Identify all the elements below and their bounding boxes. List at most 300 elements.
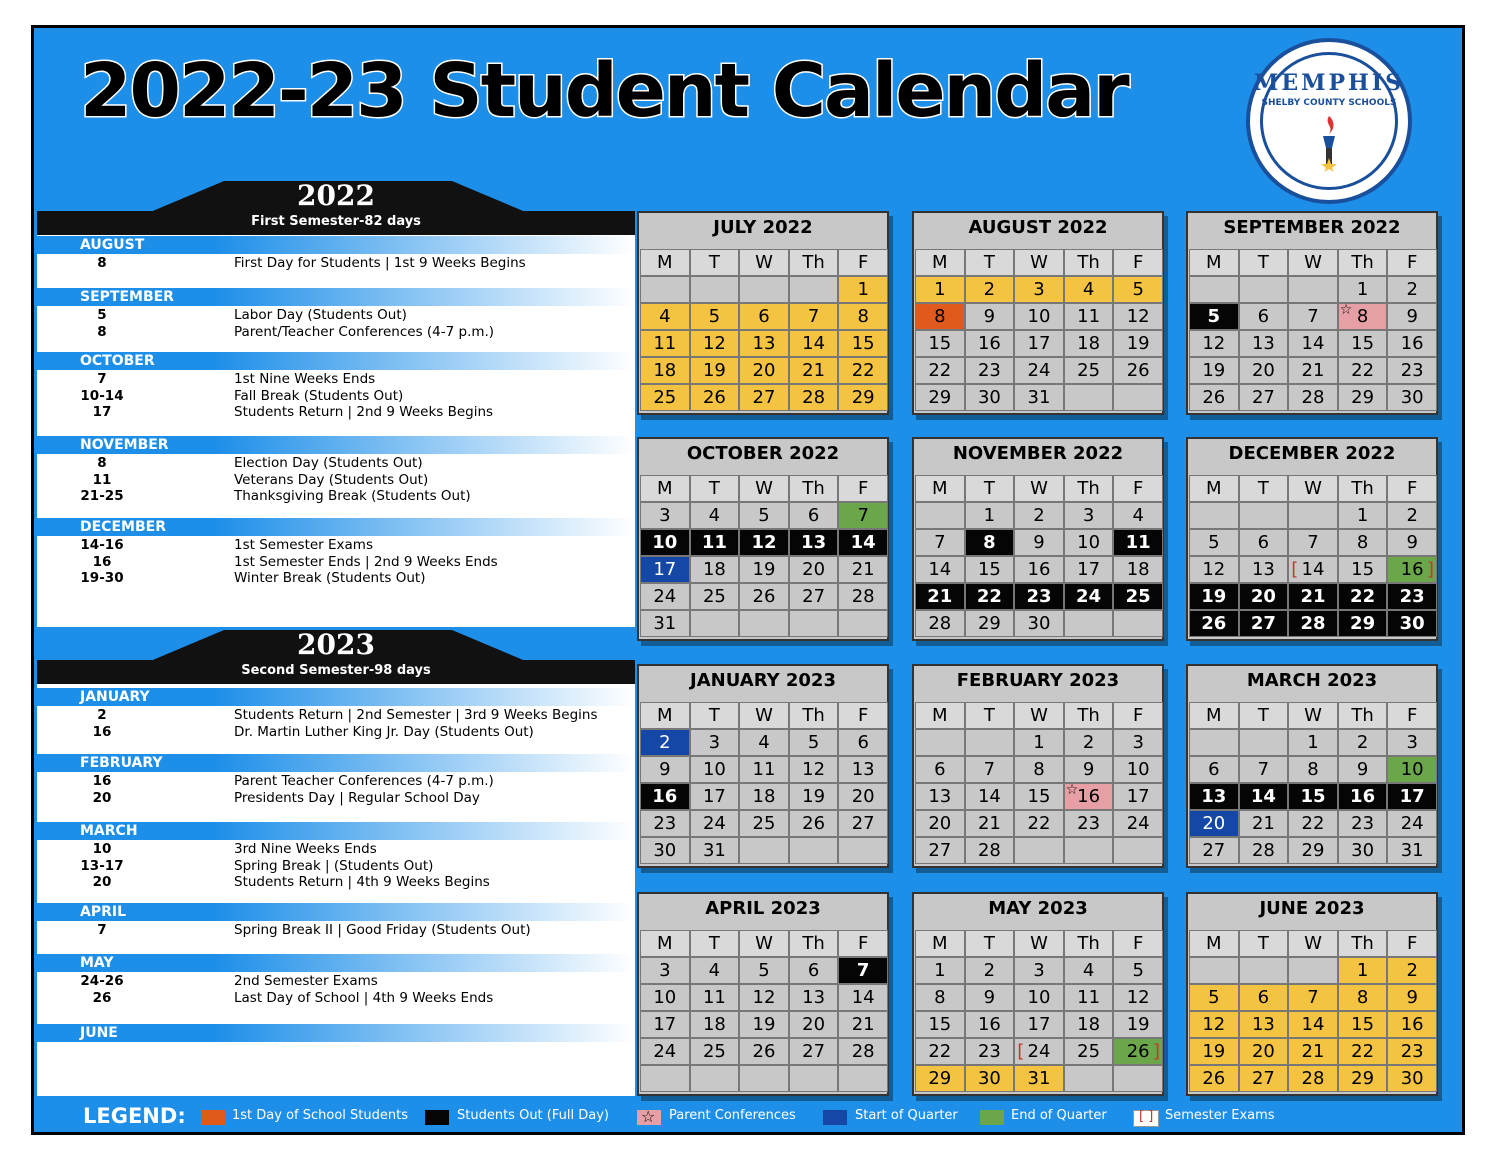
calendar-day: 10: [1064, 529, 1114, 556]
weekday-header: T: [690, 475, 740, 502]
month-heading: [37, 1024, 635, 1042]
calendar-day: 30: [965, 384, 1015, 411]
calendar-day: 14: [1288, 330, 1338, 357]
calendar-empty-day: [915, 729, 965, 756]
calendar-day: 3: [640, 957, 690, 984]
weekday-header: M: [915, 702, 965, 729]
calendar-day: 29: [1288, 837, 1338, 864]
weekday-header: M: [1189, 702, 1239, 729]
calendar-day: 13: [915, 783, 965, 810]
event-date: 11: [92, 471, 112, 488]
calendar-day: 23: [1064, 810, 1114, 837]
weekday-header: M: [1189, 930, 1239, 957]
weekday-header: T: [690, 930, 740, 957]
weekday-header: F: [838, 249, 888, 276]
calendar-day: 26: [739, 583, 789, 610]
calendar-day: 8: [1014, 756, 1064, 783]
calendar-empty-day: [690, 276, 740, 303]
calendar-day: 8: [1338, 984, 1388, 1011]
calendar-week: [640, 810, 888, 837]
month-heading-label: MAY: [80, 955, 114, 971]
calendar-day: 9: [640, 756, 690, 783]
calendar-day: 21: [1288, 583, 1338, 610]
calendar-day: 29: [915, 1065, 965, 1092]
calendar-day: 17: [1387, 783, 1437, 810]
calendar-day: 2: [640, 729, 690, 756]
calendar-day: 10: [640, 984, 690, 1011]
calendar-empty-day: [1064, 384, 1114, 411]
calendar-empty-day: [1064, 837, 1114, 864]
calendar-day: 21: [915, 583, 965, 610]
calendar-day: 24: [640, 583, 690, 610]
calendar-week: [915, 583, 1163, 610]
weekday-header: Th: [789, 475, 839, 502]
event-date: 20: [92, 874, 112, 890]
calendar-day: 28: [965, 837, 1015, 864]
page-title: 2022-23 Student Calendar: [80, 48, 1128, 134]
weekday-header-row: [915, 249, 1163, 276]
calendar-week: [915, 276, 1163, 303]
calendar-week: [1189, 502, 1437, 529]
calendar-day: 11: [1064, 984, 1114, 1011]
month-calendar: [912, 664, 1164, 868]
calendar-empty-day: [739, 610, 789, 637]
calendar-day: 4: [640, 303, 690, 330]
calendar-day: 31: [1014, 1065, 1064, 1092]
month-heading-label: JANUARY: [80, 689, 150, 705]
calendar-week: [1189, 810, 1437, 837]
calendar-day: 29: [915, 384, 965, 411]
calendar-day: 18: [739, 783, 789, 810]
calendar-day: 22: [1014, 810, 1064, 837]
calendar-week: [640, 837, 888, 864]
calendar-day: 16: [1387, 330, 1437, 357]
calendar-day: 9: [1387, 303, 1437, 330]
calendar-day: 13: [789, 984, 839, 1011]
calendar-day: 2: [965, 957, 1015, 984]
calendar-day: 12: [1113, 984, 1163, 1011]
weekday-header: F: [1113, 702, 1163, 729]
calendar-empty-day: [1189, 502, 1239, 529]
calendar-empty-day: [1113, 384, 1163, 411]
calendar-day: 15: [965, 556, 1015, 583]
calendar-week: [1189, 1065, 1437, 1092]
calendar-week: [640, 756, 888, 783]
calendar-week: [640, 1038, 888, 1065]
calendar-day: 30: [1387, 1065, 1437, 1092]
calendar-empty-day: [838, 837, 888, 864]
calendar-day: 20: [838, 783, 888, 810]
calendar-day: 18: [690, 1011, 740, 1038]
calendar-day: 17: [1014, 330, 1064, 357]
weekday-header: W: [1288, 475, 1338, 502]
calendar-grid: [640, 930, 888, 1092]
weekday-header: Th: [789, 249, 839, 276]
calendar-day: 13: [1239, 1011, 1289, 1038]
calendar-day: 5: [1189, 529, 1239, 556]
calendar-day: 15: [838, 330, 888, 357]
calendar-week: [640, 783, 888, 810]
event-text: Last Day of School | 4th 9 Weeks Ends: [234, 989, 494, 1006]
event-text: First Day for Students | 1st 9 Weeks Begins: [234, 255, 526, 271]
calendar-day: 28: [1288, 384, 1338, 411]
calendar-day: 25: [739, 810, 789, 837]
calendar-day: 12: [789, 756, 839, 783]
calendar-week: [1189, 583, 1437, 610]
calendar-week: [915, 556, 1163, 583]
weekday-header: Th: [1064, 930, 1114, 957]
weekday-header: W: [1288, 702, 1338, 729]
calendar-day: 23: [1014, 583, 1064, 610]
calendar-day: 19: [1113, 330, 1163, 357]
calendar-day: 10: [1113, 756, 1163, 783]
calendar-day: 8: [1338, 529, 1388, 556]
calendar-day: 21: [1288, 1038, 1338, 1065]
calendar-week: [640, 357, 888, 384]
calendar-day: 21: [838, 1011, 888, 1038]
month-calendar-title: JULY 2022: [713, 217, 813, 238]
calendar-day: 5: [1113, 276, 1163, 303]
weekday-header: Th: [1338, 702, 1388, 729]
calendar-day: 31: [1387, 837, 1437, 864]
calendar-day: 14: [838, 529, 888, 556]
calendar-day: 11: [690, 529, 740, 556]
calendar-week: [1189, 957, 1437, 984]
month-calendar: [637, 664, 889, 868]
calendar-empty-day: [1189, 729, 1239, 756]
calendar-day: 22: [838, 357, 888, 384]
month-calendar: [912, 437, 1164, 641]
calendar-day: 19: [1113, 1011, 1163, 1038]
weekday-header: W: [1014, 930, 1064, 957]
calendar-day: 29: [838, 384, 888, 411]
month-heading-label: NOVEMBER: [80, 437, 169, 453]
calendar-week: [1189, 303, 1437, 330]
month-calendar: [637, 211, 889, 415]
event-text: Labor Day (Students Out): [234, 307, 407, 323]
bracket-icon: [ ]: [1139, 1109, 1154, 1124]
month-calendar: [637, 892, 889, 1096]
weekday-header: M: [915, 475, 965, 502]
semester-year: 2023: [297, 628, 375, 661]
calendar-empty-day: [1113, 610, 1163, 637]
weekday-header: F: [1387, 249, 1437, 276]
calendar-day: 13: [838, 756, 888, 783]
calendar-empty-day: [739, 276, 789, 303]
month-calendar-title: JUNE 2023: [1259, 898, 1365, 919]
calendar-day: 4: [690, 502, 740, 529]
calendar-grid: [640, 702, 888, 864]
event-text: Parent Teacher Conferences (4-7 p.m.): [234, 773, 494, 789]
legend-label-parent-conferences: Parent Conferences: [669, 1108, 796, 1123]
calendar-day: 1: [915, 276, 965, 303]
calendar-grid: [640, 475, 888, 637]
calendar-day: 31: [690, 837, 740, 864]
calendar-day: 15: [1338, 556, 1388, 583]
calendar-day: 29: [965, 610, 1015, 637]
event-date: 16: [92, 723, 112, 740]
calendar-empty-day: [690, 610, 740, 637]
event-text: 1st Semester Exams: [234, 537, 373, 553]
semester-year: 2022: [297, 179, 375, 212]
calendar-day: 27: [1189, 837, 1239, 864]
month-heading: [37, 822, 635, 840]
weekday-header: Th: [1338, 249, 1388, 276]
calendar-day: 23: [1387, 583, 1437, 610]
legend-swatch-end-quarter: [980, 1110, 1004, 1125]
calendar-day: 10: [1387, 756, 1437, 783]
calendar-day: 28: [838, 583, 888, 610]
event-text: 1st Nine Weeks Ends: [234, 371, 376, 387]
event-text: Students Return | 2nd 9 Weeks Begins: [234, 404, 494, 420]
calendar-empty-day: [640, 276, 690, 303]
calendar-week: [915, 610, 1163, 637]
calendar-day: 16 ]: [1387, 556, 1437, 583]
calendar-day: 27: [1239, 610, 1289, 637]
calendar-day: 1: [965, 502, 1015, 529]
event-date: 13-17: [80, 857, 124, 874]
weekday-header: M: [1189, 475, 1239, 502]
calendar-day: 25: [1064, 357, 1114, 384]
event-text: 2nd Semester Exams: [234, 973, 378, 989]
calendar-day: 1: [1338, 502, 1388, 529]
event-date: 10: [92, 841, 112, 857]
calendar-day: 13: [1239, 556, 1289, 583]
calendar-week: [640, 502, 888, 529]
event-date: 8: [97, 255, 107, 271]
weekday-header: W: [1014, 249, 1064, 276]
calendar-day: 14: [1288, 1011, 1338, 1038]
calendar-day: 22: [915, 1038, 965, 1065]
calendar-day: 4: [739, 729, 789, 756]
calendar-empty-day: [1113, 1065, 1163, 1092]
calendar-grid: [915, 475, 1163, 637]
calendar-week: [915, 756, 1163, 783]
calendar-day: 9: [1338, 756, 1388, 783]
calendar-empty-day: [1239, 502, 1289, 529]
weekday-header-row: [915, 475, 1163, 502]
calendar-day: 8: [915, 303, 965, 330]
calendar-day: 21: [1239, 810, 1289, 837]
month-heading: [37, 688, 635, 706]
calendar-empty-day: [1288, 502, 1338, 529]
calendar-day: 2: [1387, 276, 1437, 303]
calendar-day: 19: [690, 357, 740, 384]
calendar-empty-day: [838, 1065, 888, 1092]
event-text: Students Return | 4th 9 Weeks Begins: [234, 874, 490, 890]
calendar-day: 18: [640, 357, 690, 384]
event-date: 8: [97, 323, 107, 340]
month-heading: [37, 352, 635, 370]
event-text: Dr. Martin Luther King Jr. Day (Students Out): [234, 723, 534, 740]
calendar-empty-day: [915, 502, 965, 529]
calendar-day: 21: [838, 556, 888, 583]
calendar-week: [640, 957, 888, 984]
calendar-week: [640, 583, 888, 610]
calendar-week: [1189, 984, 1437, 1011]
weekday-header: M: [1189, 249, 1239, 276]
calendar-week: [640, 729, 888, 756]
calendar-day: 17: [640, 556, 690, 583]
calendar-empty-day: [965, 729, 1015, 756]
calendar-week: [915, 984, 1163, 1011]
event-date: 7: [97, 371, 107, 387]
calendar-day: [ 24: [1014, 1038, 1064, 1065]
month-calendar: [912, 211, 1164, 415]
calendar-day: 9: [965, 984, 1015, 1011]
weekday-header: W: [1288, 249, 1338, 276]
calendar-day: 13: [739, 330, 789, 357]
event-text: Election Day (Students Out): [234, 455, 423, 471]
calendar-day: ☆ 8: [1338, 303, 1388, 330]
calendar-day: 2: [965, 276, 1015, 303]
calendar-day: 3: [640, 502, 690, 529]
calendar-day: 25: [690, 583, 740, 610]
calendar-empty-day: [789, 837, 839, 864]
event-date: 14-16: [80, 537, 124, 553]
month-calendar-title: SEPTEMBER 2022: [1223, 217, 1401, 238]
month-heading-label: JUNE: [80, 1025, 118, 1041]
event-date: 5: [97, 307, 107, 323]
weekday-header-row: [640, 930, 888, 957]
calendar-empty-day: [789, 1065, 839, 1092]
calendar-week: [915, 384, 1163, 411]
calendar-day: 3: [1014, 957, 1064, 984]
event-date: 20: [92, 789, 112, 806]
calendar-day: 4: [1113, 502, 1163, 529]
weekday-header-row: [1189, 702, 1437, 729]
calendar-day: 31: [1014, 384, 1064, 411]
calendar-day: 26: [789, 810, 839, 837]
month-calendar-title: OCTOBER 2022: [686, 443, 840, 464]
month-calendar-title: NOVEMBER 2022: [952, 443, 1124, 464]
calendar-day: 26 ]: [1113, 1038, 1163, 1065]
event-text: Parent/Teacher Conferences (4-7 p.m.): [234, 323, 495, 340]
calendar-day: 12: [1189, 330, 1239, 357]
calendar-week: [915, 1065, 1163, 1092]
month-calendar-title: FEBRUARY 2023: [956, 670, 1120, 691]
calendar-day: 7: [915, 529, 965, 556]
month-calendar: [1186, 664, 1438, 868]
calendar-week: [640, 384, 888, 411]
calendar-day: 22: [1288, 810, 1338, 837]
month-heading: [37, 754, 635, 772]
calendar-day: 7: [1288, 984, 1338, 1011]
calendar-grid: [640, 249, 888, 411]
legend-label-first-day: 1st Day of School Students: [232, 1108, 408, 1123]
calendar-week: [640, 276, 888, 303]
weekday-header: F: [1387, 930, 1437, 957]
event-text: Winter Break (Students Out): [234, 570, 426, 586]
calendar-day: 30: [1387, 384, 1437, 411]
weekday-header-row: [640, 475, 888, 502]
weekday-header-row: [915, 702, 1163, 729]
legend-swatch-semester-exams: [1133, 1110, 1159, 1127]
event-date: 16: [92, 553, 112, 570]
calendar-week: [1189, 276, 1437, 303]
weekday-header: W: [739, 249, 789, 276]
month-calendar-title: APRIL 2023: [705, 898, 821, 919]
weekday-header: F: [1113, 930, 1163, 957]
month-calendar-title: AUGUST 2022: [968, 217, 1108, 238]
weekday-header: Th: [1338, 475, 1388, 502]
calendar-week: [640, 556, 888, 583]
event-date: 17: [92, 404, 112, 420]
calendar-day: 16: [1014, 556, 1064, 583]
calendar-day: 26: [1189, 384, 1239, 411]
weekday-header: F: [838, 930, 888, 957]
weekday-header: Th: [789, 702, 839, 729]
calendar-day: 12: [1189, 1011, 1239, 1038]
calendar-day: 25: [690, 1038, 740, 1065]
calendar-day: 4: [1064, 276, 1114, 303]
calendar-week: [1189, 837, 1437, 864]
weekday-header-row: [1189, 475, 1437, 502]
calendar-day: 16: [1338, 783, 1388, 810]
calendar-day: 14: [965, 783, 1015, 810]
weekday-header: F: [1387, 702, 1437, 729]
calendar-week: [915, 783, 1163, 810]
calendar-day: 9: [1387, 529, 1437, 556]
calendar-day: 18: [1113, 556, 1163, 583]
event-text: Students Return | 2nd Semester | 3rd 9 Weeks Begins: [234, 707, 598, 723]
semester-label: First Semester-82 days: [251, 214, 421, 229]
weekday-header: M: [915, 249, 965, 276]
calendar-empty-day: [1239, 276, 1289, 303]
calendar-day: 4: [690, 957, 740, 984]
calendar-day: 22: [1338, 583, 1388, 610]
calendar-day: 25: [1064, 1038, 1114, 1065]
calendar-empty-day: [1239, 729, 1289, 756]
calendar-day: 7: [838, 957, 888, 984]
calendar-day: 30: [640, 837, 690, 864]
calendar-grid: [1189, 702, 1437, 864]
event-text: Spring Break | (Students Out): [234, 857, 434, 874]
calendar-day: 7: [1239, 756, 1289, 783]
calendar-day: 23: [1387, 1038, 1437, 1065]
calendar-day: 22: [1338, 357, 1388, 384]
calendar-day: 15: [1338, 330, 1388, 357]
calendar-day: 24: [1113, 810, 1163, 837]
calendar-week: [915, 729, 1163, 756]
event-date: 26: [92, 989, 112, 1006]
calendar-day: 1: [838, 276, 888, 303]
calendar-day: 15: [1338, 1011, 1388, 1038]
weekday-header-row: [640, 249, 888, 276]
calendar-day: 26: [1189, 1065, 1239, 1092]
calendar-week: [915, 529, 1163, 556]
event-text: Fall Break (Students Out): [234, 387, 404, 404]
calendar-day: 8: [915, 984, 965, 1011]
calendar-day: 1: [1014, 729, 1064, 756]
calendar-day: 22: [965, 583, 1015, 610]
month-heading: [37, 518, 635, 536]
calendar-day: 7: [789, 303, 839, 330]
weekday-header-row: [1189, 930, 1437, 957]
calendar-empty-day: [1189, 276, 1239, 303]
calendar-day: 13: [1239, 330, 1289, 357]
calendar-day: 20: [915, 810, 965, 837]
calendar-empty-day: [789, 276, 839, 303]
calendar-day: 9: [1064, 756, 1114, 783]
month-calendar: [912, 892, 1164, 1096]
month-heading: [37, 436, 635, 454]
calendar-grid: [915, 249, 1163, 411]
weekday-header: M: [640, 475, 690, 502]
calendar-day: 20: [1239, 357, 1289, 384]
calendar-day: 19: [739, 1011, 789, 1038]
calendar-day: 3: [1014, 276, 1064, 303]
